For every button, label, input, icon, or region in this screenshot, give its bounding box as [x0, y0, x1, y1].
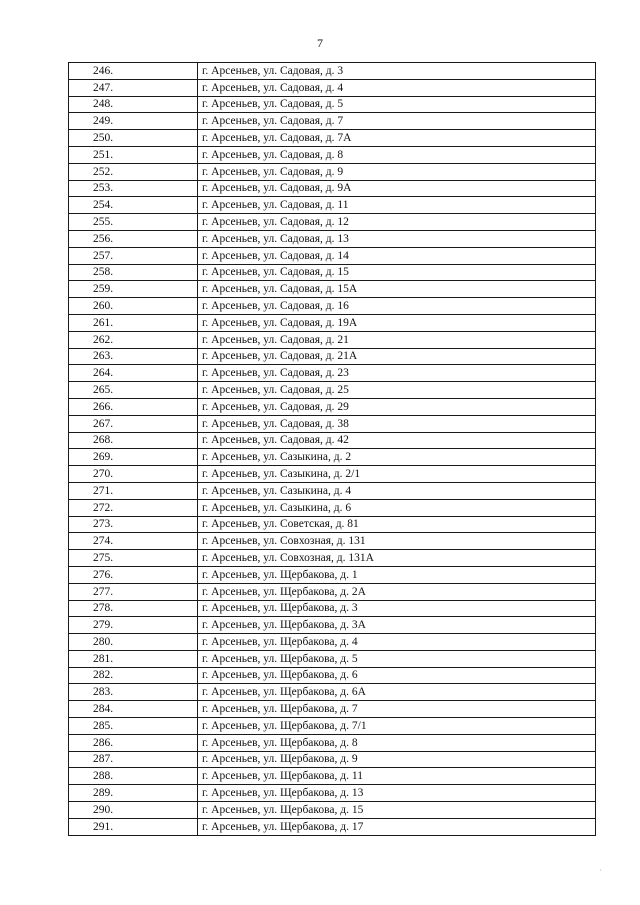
row-number: 257.: [69, 247, 198, 264]
table-row: [69, 348, 596, 365]
table-row: [69, 63, 596, 80]
row-address: г. Арсеньев, ул. Садовая, д. 14: [198, 247, 596, 264]
table-row: [69, 533, 596, 550]
table-row: [69, 163, 596, 180]
row-number: 291.: [69, 818, 198, 835]
table-row: [69, 449, 596, 466]
row-address: г. Арсеньев, ул. Садовая, д. 21А: [198, 348, 596, 365]
row-number: 267.: [69, 415, 198, 432]
row-address: г. Арсеньев, ул. Щербакова, д. 7/1: [198, 718, 596, 735]
table-row: [69, 130, 596, 147]
row-address: г. Арсеньев, ул. Щербакова, д. 4: [198, 634, 596, 651]
table-row: [69, 482, 596, 499]
row-number: 271.: [69, 482, 198, 499]
table-row: [69, 667, 596, 684]
table-row: [69, 146, 596, 163]
row-address: г. Арсеньев, ул. Сазыкина, д. 6: [198, 499, 596, 516]
row-number: 282.: [69, 667, 198, 684]
table-row: [69, 281, 596, 298]
row-address: г. Арсеньев, ул. Щербакова, д. 6А: [198, 684, 596, 701]
row-number: 268.: [69, 432, 198, 449]
table-row: [69, 583, 596, 600]
row-address: г. Арсеньев, ул. Садовая, д. 7: [198, 113, 596, 130]
row-address: г. Арсеньев, ул. Садовая, д. 13: [198, 230, 596, 247]
row-number: 264.: [69, 365, 198, 382]
row-number: 262.: [69, 331, 198, 348]
row-address: г. Арсеньев, ул. Садовая, д. 42: [198, 432, 596, 449]
table-row: [69, 331, 596, 348]
row-number: 274.: [69, 533, 198, 550]
row-number: 286.: [69, 734, 198, 751]
row-number: 246.: [69, 63, 198, 80]
row-address: г. Арсеньев, ул. Советская, д. 81: [198, 516, 596, 533]
row-number: 288.: [69, 768, 198, 785]
row-address: г. Арсеньев, ул. Щербакова, д. 3А: [198, 617, 596, 634]
row-address: г. Арсеньев, ул. Щербакова, д. 3: [198, 600, 596, 617]
table-row: [69, 214, 596, 231]
row-number: 256.: [69, 230, 198, 247]
row-number: 278.: [69, 600, 198, 617]
row-address: г. Арсеньев, ул. Щербакова, д. 2А: [198, 583, 596, 600]
row-address: г. Арсеньев, ул. Садовая, д. 11: [198, 197, 596, 214]
row-number: 272.: [69, 499, 198, 516]
row-number: 253.: [69, 180, 198, 197]
row-address: г. Арсеньев, ул. Садовая, д. 9А: [198, 180, 596, 197]
row-number: 280.: [69, 634, 198, 651]
table-row: [69, 566, 596, 583]
row-number: 248.: [69, 96, 198, 113]
row-number: 254.: [69, 197, 198, 214]
row-address: г. Арсеньев, ул. Щербакова, д. 6: [198, 667, 596, 684]
row-address: г. Арсеньев, ул. Садовая, д. 4: [198, 79, 596, 96]
row-number: 255.: [69, 214, 198, 231]
page-number: 7: [317, 36, 323, 50]
table-row: [69, 802, 596, 819]
row-address: г. Арсеньев, ул. Садовая, д. 15: [198, 264, 596, 281]
row-address: г. Арсеньев, ул. Сазыкина, д. 2/1: [198, 466, 596, 483]
row-address: г. Арсеньев, ул. Щербакова, д. 7: [198, 701, 596, 718]
table-row: [69, 197, 596, 214]
row-number: 275.: [69, 550, 198, 567]
row-address: г. Арсеньев, ул. Щербакова, д. 5: [198, 650, 596, 667]
row-number: 258.: [69, 264, 198, 281]
row-number: 285.: [69, 718, 198, 735]
row-number: 284.: [69, 701, 198, 718]
row-address: г. Арсеньев, ул. Садовая, д. 8: [198, 146, 596, 163]
row-number: 247.: [69, 79, 198, 96]
table-row: [69, 79, 596, 96]
table-row: [69, 466, 596, 483]
row-address: г. Арсеньев, ул. Садовая, д. 23: [198, 365, 596, 382]
table-row: [69, 398, 596, 415]
row-number: 279.: [69, 617, 198, 634]
row-number: 261.: [69, 314, 198, 331]
row-number: 260.: [69, 298, 198, 315]
table-row: [69, 180, 596, 197]
scan-mark: ·: [599, 866, 602, 875]
row-address: г. Арсеньев, ул. Щербакова, д. 17: [198, 818, 596, 835]
row-number: 269.: [69, 449, 198, 466]
row-number: 273.: [69, 516, 198, 533]
row-number: 276.: [69, 566, 198, 583]
table-row: [69, 701, 596, 718]
table-row: [69, 382, 596, 399]
table-row: [69, 734, 596, 751]
row-address: г. Арсеньев, ул. Садовая, д. 9: [198, 163, 596, 180]
table-row: [69, 298, 596, 315]
row-number: 259.: [69, 281, 198, 298]
row-address: г. Арсеньев, ул. Садовая, д. 16: [198, 298, 596, 315]
row-address: г. Арсеньев, ул. Щербакова, д. 13: [198, 785, 596, 802]
table-row: [69, 516, 596, 533]
table-row: [69, 718, 596, 735]
row-address: г. Арсеньев, ул. Садовая, д. 3: [198, 63, 596, 80]
table-row: [69, 264, 596, 281]
table-row: [69, 230, 596, 247]
row-number: 281.: [69, 650, 198, 667]
table-row: [69, 818, 596, 835]
row-address: г. Арсеньев, ул. Щербакова, д. 15: [198, 802, 596, 819]
row-number: 266.: [69, 398, 198, 415]
row-address: г. Арсеньев, ул. Садовая, д. 12: [198, 214, 596, 231]
row-address: г. Арсеньев, ул. Щербакова, д. 1: [198, 566, 596, 583]
row-address: г. Арсеньев, ул. Садовая, д. 19А: [198, 314, 596, 331]
table-row: [69, 785, 596, 802]
table-row: [69, 499, 596, 516]
row-address: г. Арсеньев, ул. Сазыкина, д. 2: [198, 449, 596, 466]
row-address: г. Арсеньев, ул. Совхозная, д. 131: [198, 533, 596, 550]
row-address: г. Арсеньев, ул. Садовая, д. 25: [198, 382, 596, 399]
row-address: г. Арсеньев, ул. Щербакова, д. 11: [198, 768, 596, 785]
table-row: [69, 432, 596, 449]
row-number: 289.: [69, 785, 198, 802]
row-address: г. Арсеньев, ул. Садовая, д. 21: [198, 331, 596, 348]
address-table-body: [69, 63, 596, 836]
table-row: [69, 314, 596, 331]
row-number: 263.: [69, 348, 198, 365]
table-row: [69, 96, 596, 113]
row-address: г. Арсеньев, ул. Совхозная, д. 131А: [198, 550, 596, 567]
row-number: 277.: [69, 583, 198, 600]
row-number: 251.: [69, 146, 198, 163]
row-address: г. Арсеньев, ул. Садовая, д. 7А: [198, 130, 596, 147]
table-row: [69, 365, 596, 382]
table-row: [69, 650, 596, 667]
row-number: 252.: [69, 163, 198, 180]
row-address: г. Арсеньев, ул. Садовая, д. 5: [198, 96, 596, 113]
table-row: [69, 550, 596, 567]
table-row: [69, 600, 596, 617]
address-table: [68, 62, 596, 836]
row-number: 270.: [69, 466, 198, 483]
row-address: г. Арсеньев, ул. Садовая, д. 29: [198, 398, 596, 415]
table-row: [69, 684, 596, 701]
row-number: 287.: [69, 751, 198, 768]
row-number: 249.: [69, 113, 198, 130]
table-row: [69, 634, 596, 651]
row-number: 283.: [69, 684, 198, 701]
row-number: 290.: [69, 802, 198, 819]
row-address: г. Арсеньев, ул. Щербакова, д. 9: [198, 751, 596, 768]
table-row: [69, 113, 596, 130]
table-row: [69, 768, 596, 785]
row-address: г. Арсеньев, ул. Садовая, д. 15А: [198, 281, 596, 298]
table-row: [69, 751, 596, 768]
row-number: 265.: [69, 382, 198, 399]
table-row: [69, 415, 596, 432]
row-address: г. Арсеньев, ул. Садовая, д. 38: [198, 415, 596, 432]
table-row: [69, 247, 596, 264]
row-number: 250.: [69, 130, 198, 147]
row-address: г. Арсеньев, ул. Сазыкина, д. 4: [198, 482, 596, 499]
row-address: г. Арсеньев, ул. Щербакова, д. 8: [198, 734, 596, 751]
table-row: [69, 617, 596, 634]
